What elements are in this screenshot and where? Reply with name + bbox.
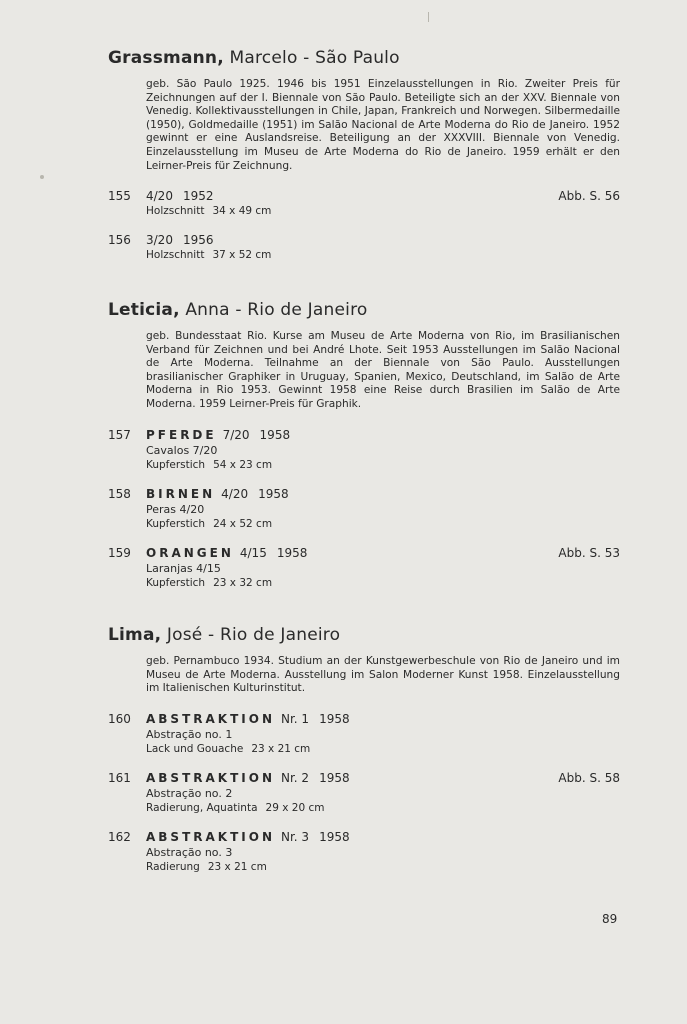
entry-technique-line [146,204,620,219]
paper-speck [40,175,44,179]
entry-edition: Nr. 2 [280,770,310,785]
entry-number: 161 [108,770,131,785]
entry-dimensions: 23 x 32 cm [213,576,273,589]
artist-name-rest: Marcelo - São Paulo [223,48,400,68]
entry-title-line [146,233,620,248]
entry-title: ABSTRAKTION [146,829,275,844]
artist-section-lima [108,625,620,875]
entry-title-line [146,189,620,204]
entry-technique: Lack und Gouache [146,742,244,755]
entry-dimensions: 24 x 52 cm [213,517,273,530]
entry-number: 159 [108,545,131,560]
entry-dimensions: 54 x 23 cm [213,458,273,471]
entry-title: ABSTRAKTION [146,711,275,726]
catalog-entry-160 [108,712,620,757]
entry-technique-line [146,576,620,591]
artist-biography: geb. Pernambuco 1934. Studium an der Kunstgewerbeschule von Rio de Janeiro und im Museu de Arte Moderna. Ausstellung im Salon Moderner Kunst 1958. Einzelausstellung im Italienischen Kulturinstitut. [146,655,620,695]
entry-year: 1958 [319,829,350,844]
entry-year: 1958 [276,545,308,560]
entry-technique: Kupferstich [146,517,206,530]
artist-surname: Lima, [108,625,162,645]
catalog-entry-155 [108,189,620,219]
artist-name-rest: José - Rio de Janeiro [161,625,341,645]
entry-edition: Nr. 1 [280,711,310,726]
artist-name-rest: Anna - Rio de Janeiro [179,300,368,320]
entry-technique-line [146,801,620,816]
entry-original-title: Abstração no. 2 [146,786,233,800]
entry-original-title: Laranjas 4/15 [146,561,221,575]
entry-technique: Radierung [146,860,200,873]
entry-number: 160 [108,711,131,726]
entry-number: 162 [108,829,131,844]
paper-mark [428,12,429,22]
artist-surname: Leticia, [108,300,180,320]
catalog-entry-156 [108,233,620,263]
artist-biography: geb. Bundesstaat Rio. Kurse am Museu de Arte Moderna von Rio, im Brasilianischen Verband für Zeichnen und bei André Lhote. Seit 1953 Ausstellungen im Salão Nacional de Arte Moderna. Teilnahme an der Biennale von São Paulo. Ausstellungen brasilianischer Graphiker in Uruguay, Spanien, Mexico, Deutschland, im Salão de Arte Moderna in Rio 1953. Gewinnt 1958 eine Reise durch Brasilien im Salão de Arte Moderna. 1959 Leirner-Preis für Graphik. [146,330,620,410]
illustration-reference: Abb. S. 58 [558,770,620,785]
page-number: 89 [602,912,618,926]
entry-number: 157 [108,427,131,442]
entry-edition: 7/20 [222,427,250,442]
entry-technique-line [146,860,620,875]
entry-technique-line [146,248,620,263]
entry-year: 1952 [182,189,214,204]
entry-title-line [146,428,620,443]
catalog-entry-157 [108,428,620,473]
entry-technique: Kupferstich [146,576,206,589]
entry-title-line [146,830,620,845]
artist-section-grassmann [108,48,620,263]
entry-title-line [146,712,620,727]
catalog-entry-162 [108,830,620,875]
entry-title: ORANGEN [146,545,234,560]
artist-heading [108,625,620,645]
entry-title-line [146,771,620,786]
entry-technique: Kupferstich [146,458,206,471]
artist-surname: Grassmann, [108,48,224,68]
entry-dimensions: 37 x 52 cm [212,249,272,262]
entry-dimensions: 23 x 21 cm [251,742,311,755]
artist-section-leticia [108,300,620,591]
entry-title: BIRNEN [146,486,216,501]
entry-technique: Holzschnitt [146,205,205,218]
entry-edition: Nr. 3 [280,829,310,844]
catalog-entry-159 [108,546,620,591]
entry-technique-line [146,458,620,473]
entry-dimensions: 29 x 20 cm [265,801,325,814]
entry-original-title: Cavalos 7/20 [146,443,218,457]
entry-original-title: Abstração no. 3 [146,845,233,859]
illustration-reference: Abb. S. 53 [558,545,620,560]
catalog-entry-158 [108,487,620,532]
entry-original-title: Peras 4/20 [146,502,205,516]
entry-year: 1958 [319,770,350,785]
entry-year: 1958 [319,711,350,726]
entry-dimensions: 23 x 21 cm [207,860,267,873]
entry-year: 1956 [182,233,214,248]
artist-heading [108,48,620,68]
entry-edition: 3/20 [146,233,173,248]
entry-title-line [146,546,620,561]
entry-technique-line [146,742,620,757]
entry-edition: 4/20 [146,189,173,204]
entry-year: 1958 [259,427,291,442]
catalog-entry-161 [108,771,620,816]
entry-number: 155 [108,189,131,204]
artist-biography: geb. São Paulo 1925. 1946 bis 1951 Einzelausstellungen in Rio. Zweiter Preis für Zeichnungen auf der I. Biennale von São Paulo. Beteiligte sich an der XXV. Biennale von Venedig. Kollektivausstellungen in Chile, Japan, Frankreich und Norwegen. Silbermedaille (1950), Goldmedaille (1951) im Salão Nacional de Arte Moderna do Rio de Janeiro. 1952 gewinnt er eine Auslandsreise. Beteiligung an der XXXVIII. Biennale von Venedig. Einzelausstellung im Museu de Arte Moderna do Rio de Janeiro. 1959 erhält er den Leirner-Preis für Zeichnung. [146,78,620,172]
entry-original-title: Abstração no. 1 [146,727,233,741]
entry-edition: 4/20 [221,486,249,501]
entry-technique: Holzschnitt [146,249,205,262]
entry-title-line [146,487,620,502]
entry-number: 156 [108,233,131,248]
entry-technique-line [146,517,620,532]
entry-technique: Radierung, Aquatinta [146,801,258,814]
artist-heading [108,300,620,320]
entry-dimensions: 34 x 49 cm [212,205,272,218]
entry-number: 158 [108,486,131,501]
entry-edition: 4/15 [239,545,267,560]
illustration-reference: Abb. S. 56 [558,189,620,204]
entry-title: ABSTRAKTION [146,770,275,785]
entry-title: PFERDE [146,427,217,442]
entry-year: 1958 [258,486,289,501]
